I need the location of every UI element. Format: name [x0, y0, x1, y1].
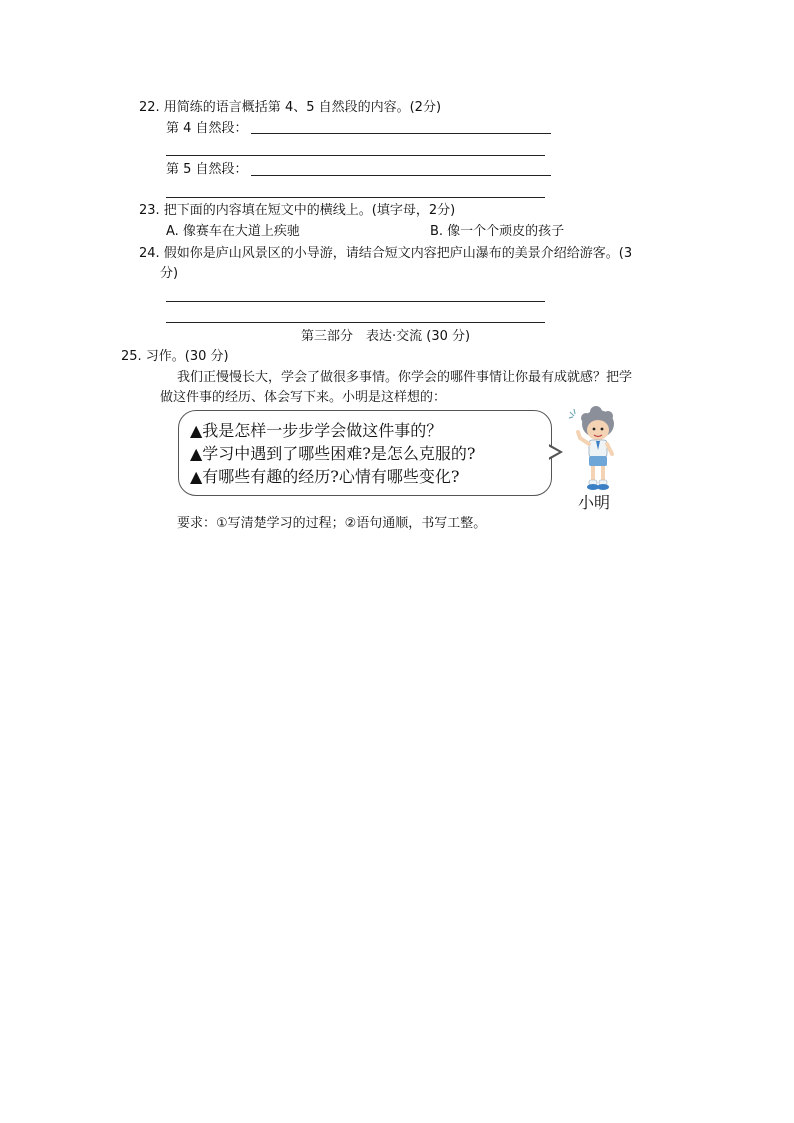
q23-title: 23. 把下面的内容填在短文中的横线上。(填字母，2分)	[139, 203, 456, 218]
q22-para5-label: 第 5 自然段：	[166, 162, 248, 177]
q22-para4-answer-line-1[interactable]	[251, 133, 551, 134]
q22-para5-answer-line-1[interactable]	[251, 175, 551, 176]
bubble-line-1: ▲我是怎样一步步学会做这件事的？	[190, 421, 443, 440]
q22-title: 22. 用简练的语言概括第 4、5 自然段的内容。(2分)	[139, 100, 442, 115]
boy-character-illustration	[566, 406, 624, 492]
q24-title-line1: 24. 假如你是庐山风景区的小导游，请结合短文内容把庐山瀑布的美景介绍给游客。(3	[139, 246, 633, 261]
section3-title: 第三部分 表达·交流 (30 分)	[301, 329, 471, 344]
q22-para4-answer-line-2[interactable]	[166, 155, 545, 156]
bubble-line-3: ▲有哪些有趣的经历?心情有哪些变化?	[190, 467, 460, 486]
character-name-label: 小明	[578, 493, 611, 512]
q23-option-a: A. 像赛车在大道上疾驰	[166, 224, 300, 239]
bubble-line-2: ▲学习中遇到了哪些困难?是怎么克服的?	[190, 444, 476, 463]
q24-answer-line-1[interactable]	[166, 301, 545, 302]
q23-option-b: B. 像一个个顽皮的孩子	[430, 224, 565, 239]
q25-title: 25. 习作。(30 分)	[121, 349, 229, 364]
q22-para5-answer-line-2[interactable]	[166, 197, 545, 198]
q24-answer-line-2[interactable]	[166, 322, 545, 323]
q22-para4-label: 第 4 自然段：	[166, 121, 248, 136]
q24-title-line2: 分)	[160, 266, 179, 281]
q25-intro-line1: 我们正慢慢长大，学会了做很多事情。你学会的哪件事情让你最有成就感？把学	[177, 370, 633, 385]
q25-intro-line2: 做这件事的经历、体会写下来。小明是这样想的：	[160, 390, 447, 405]
q25-requirements: 要求：①写清楚学习的过程；②语句通顺，书写工整。	[177, 516, 487, 531]
